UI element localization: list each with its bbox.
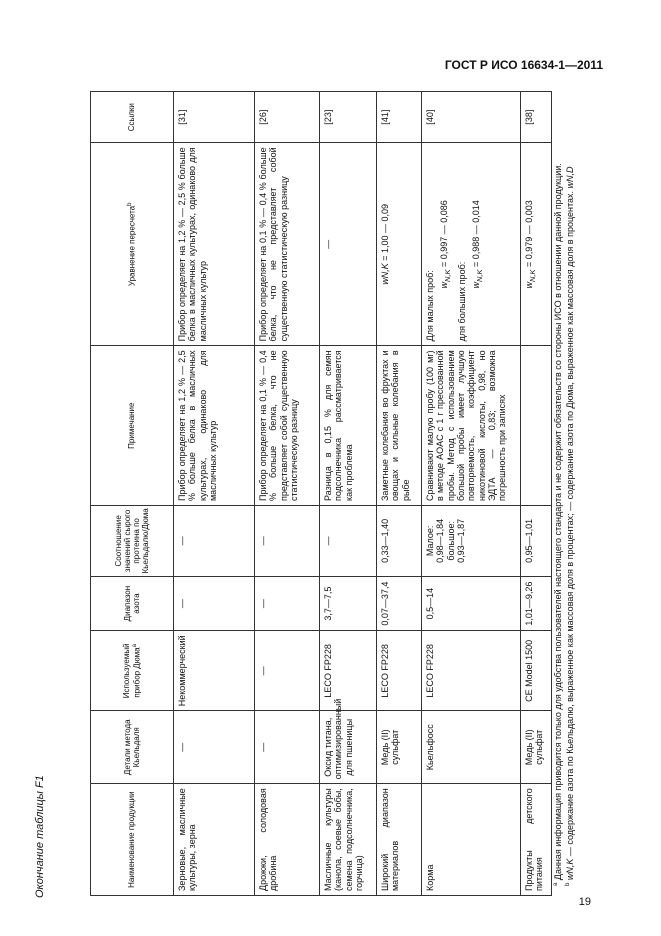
cell-dumas: LECO FP228: [377, 631, 422, 711]
cell-product: Зерновые, масличные культуры, зерна: [174, 784, 255, 896]
table-row: [422, 92, 521, 896]
cell-dumas: LECO FP228: [320, 631, 377, 711]
table-row: [377, 92, 422, 896]
cell-kjeldahl: Кьельфосс: [422, 711, 521, 784]
footnotes: [552, 96, 576, 886]
cell-note: [521, 346, 552, 506]
cell-equation: wN,K = 1,00 — 0,09: [377, 143, 422, 346]
cell-product: Дрожжи, солодовая дробина: [255, 784, 320, 896]
cell-range: 0,5—14: [422, 576, 521, 631]
cell-note: Заметные колебания во фруктах и овощах и сильные колебания в рыбе: [377, 346, 422, 506]
rotated-table-page: [32, 88, 607, 898]
cell-ratio: Малое: 0,98—1,84 большое: 0,93—1,87: [422, 506, 521, 577]
th-product: Наименование продукции: [91, 784, 174, 896]
cell-range: 0,07—37,4: [377, 576, 422, 631]
cell-note: Сравнивают малую пробу (100 мг) в методе AOAC с 1 г прессованной пробы. Метод с использованием большой пробы имеет лучшую повторяемость, коэффициент никотиновой кислоты, 0,98, но ЭДТА — 0,83; возможна погрешность при записях: [422, 346, 521, 506]
cell-equation: Для малых проб: $w_{N,K} = 0,997$ — 0,086 для больших проб: $w_{N,K} = 0,988$ — 0,014: [422, 143, 521, 346]
cell-ratio: —: [320, 506, 377, 577]
cell-ref: [26]: [255, 92, 320, 143]
document-header: ГОСТ Р ИСО 16634-1—2011: [444, 58, 603, 72]
th-kjeldahl: Детали метода Кьельдаля: [91, 711, 174, 784]
footnote-a: $^а$ Данная информация приводится только для удобства пользователей настоящего стандарта и не содержит обязательств со стороны ИСО в отношении данной продукции.: [553, 163, 563, 886]
th-equation: Уравнение пересчета$^b$: [91, 143, 174, 346]
data-table: [90, 91, 552, 896]
cell-dumas: CE Model 1500: [521, 631, 552, 711]
cell-ratio: —: [174, 506, 255, 577]
cell-range: —: [174, 576, 255, 631]
th-ref: Ссылки: [91, 92, 174, 143]
cell-equation: —: [320, 143, 377, 346]
cell-product: Продукты детского питания: [521, 784, 552, 896]
table-row: [521, 92, 552, 896]
cell-equation: Прибор определяет на 1,2 % — 2,5 % больше белка в масличных культурах, одинаково для масличных культур: [174, 143, 255, 346]
th-range: Диапазон азота: [91, 576, 174, 631]
cell-ref: [31]: [174, 92, 255, 143]
cell-equation: $w_{N,K} = 0,979$ — 0,003: [521, 143, 552, 346]
cell-note: Разница в 0,15 % для семян подсолнечника рассматривается как проблема: [320, 346, 377, 506]
cell-ref: [38]: [521, 92, 552, 143]
cell-product: Масличные культуры (канола, соевые бобы, семена подсолнечника, горчица): [320, 784, 377, 896]
cell-note: Прибор определяет на 1,2 % — 2,5 % больше белка в масличных культурах, одинаково для масличных культур: [174, 346, 255, 506]
cell-kjeldahl: Оксид титана, оптимизированный для пшеницы: [320, 711, 377, 784]
cell-ratio: —: [255, 506, 320, 577]
table-header-row: [91, 92, 174, 896]
th-ratio: Соотношение значений сырого протеина по Кьельдалю/Дюма: [91, 506, 174, 577]
cell-ratio: 0,33—1,40: [377, 506, 422, 577]
table-caption: Окончание таблицы F1: [34, 775, 46, 898]
cell-dumas: LECO FP228: [422, 631, 521, 711]
cell-kjeldahl: —: [174, 711, 255, 784]
cell-product: Широкий диапазон материалов: [377, 784, 422, 896]
cell-ref: [41]: [377, 92, 422, 143]
cell-note: Прибор определяет на 0,1 % — 0,4 % больше белка, что не представляет собой существенную статистическую разницу: [255, 346, 320, 506]
page-number: 19: [578, 896, 591, 908]
cell-range: —: [255, 576, 320, 631]
cell-dumas: Некоммерческий: [174, 631, 255, 711]
cell-ref: [40]: [422, 92, 521, 143]
cell-kjeldahl: Медь (II) сульфат: [377, 711, 422, 784]
cell-range: 3,7—7,5: [320, 576, 377, 631]
cell-ref: [23]: [320, 92, 377, 143]
footnote-b: $^b$ wN,K — содержание азота по Кьельдалю, выраженное как массовая доля в процентах; — содержание азота по Дюма, выраженное как массовая доля в процентах. wN,D: [565, 166, 576, 886]
cell-range: 1,01—9,26: [521, 576, 552, 631]
cell-kjeldahl: Медь (II) сульфат: [521, 711, 552, 784]
cell-dumas: —: [255, 631, 320, 711]
table-row: [255, 92, 320, 896]
cell-product: Корма: [422, 784, 521, 896]
cell-equation: Прибор определяет на 0,1 % — 0,4 % больше белка, что не представляет собой существенную статистическую разницу: [255, 143, 320, 346]
table-row: [320, 92, 377, 896]
th-note: Примечание: [91, 346, 174, 506]
cell-kjeldahl: —: [255, 711, 320, 784]
th-dumas: Используемый прибор Дюма$^а$: [91, 631, 174, 711]
table-row: [174, 92, 255, 896]
cell-ratio: 0,95—1,01: [521, 506, 552, 577]
